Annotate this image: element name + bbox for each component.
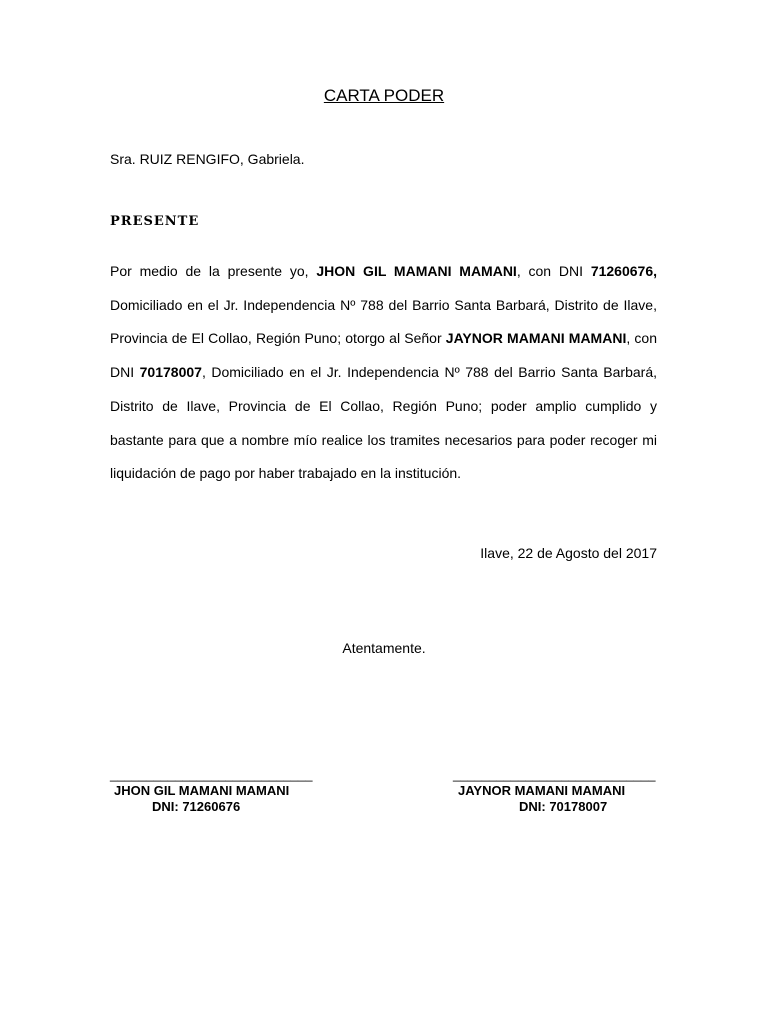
signature-block-grantor	[110, 768, 330, 815]
signature-name: JHON GIL MAMANI MAMANI	[114, 783, 290, 798]
salutation: PRESENTE	[110, 214, 200, 229]
body-text-1: Por medio de la presente yo,	[110, 263, 317, 279]
body-text-5: , Domiciliado en el Jr. Independencia Nº 788 del Barrio Santa Barbará, Distrito de Ilave, Provincia de El Collao, Región Puno; poder amplio cumplido y bastante para que a nombre mío realice los tramites necesarios para poder recoger mi liquidación de pago por haber trabajado en la institución.	[110, 364, 657, 482]
grantee-name: JAYNOR MAMANI MAMANI	[445, 330, 627, 347]
signature-block-grantee	[453, 768, 673, 815]
signature-line: ____________________________	[453, 767, 656, 782]
signature-name: JAYNOR MAMANI MAMANI	[458, 783, 626, 798]
grantee-dni: 70178007	[139, 364, 202, 381]
grantor-name: JHON GIL MAMANI MAMANI	[316, 263, 517, 279]
body-text-2: , con DNI	[516, 263, 591, 279]
signature-dni: DNI: 71260676	[152, 799, 241, 814]
signature-dni: DNI: 70178007	[519, 799, 608, 814]
document-title: CARTA PODER	[323, 86, 445, 105]
body-text-3: Domiciliado en el Jr. Independencia Nº 788 del Barrio Santa Barbará, Distrito de Ilave, Provincia de El Collao, Región Puno; otorgo al Señor	[110, 296, 657, 347]
place-date: Ilave, 22 de Agosto del 2017	[480, 545, 657, 561]
closing: Atentamente.	[342, 640, 426, 656]
addressee: Sra. RUIZ RENGIFO, Gabriela.	[110, 151, 305, 167]
grantor-dni: 71260676,	[590, 263, 657, 279]
letter-body	[110, 255, 657, 491]
body-text-4: , con DNI	[110, 330, 657, 381]
signature-line: ____________________________	[110, 767, 313, 782]
